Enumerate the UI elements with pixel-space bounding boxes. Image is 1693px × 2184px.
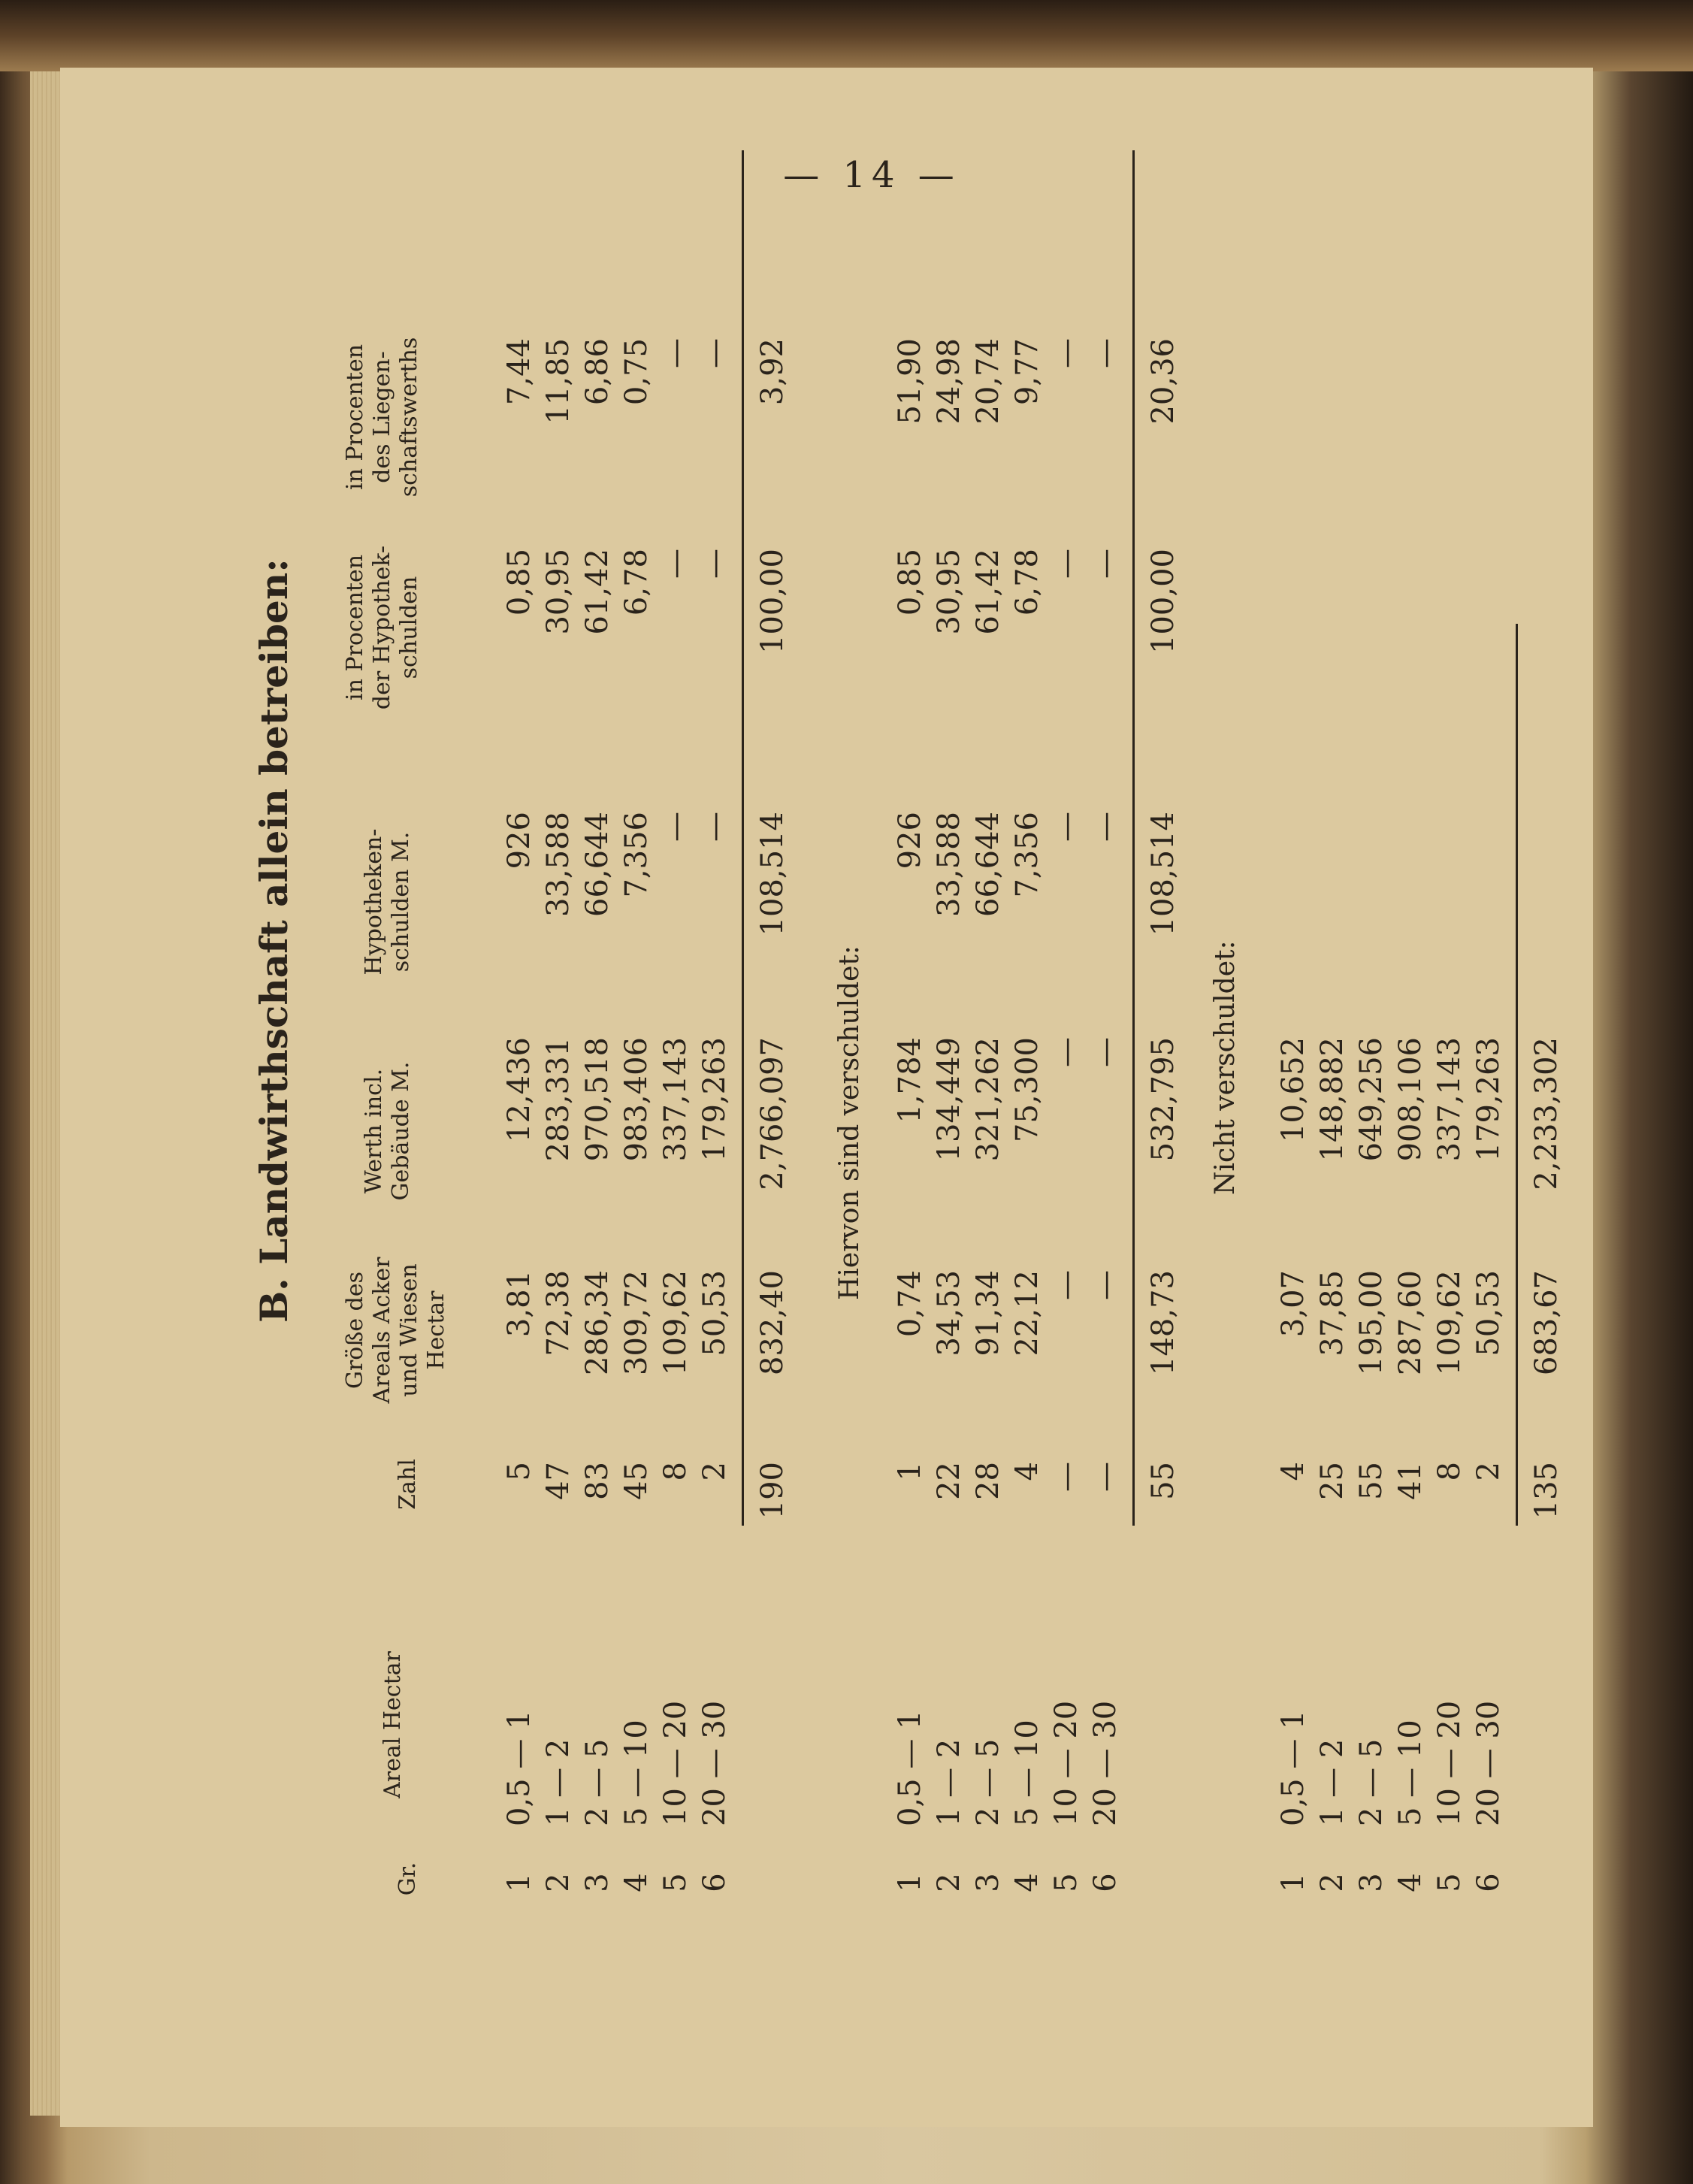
table-cell-proc-hyp: 6,78 xyxy=(619,549,654,616)
table-cell-zahl: 25 xyxy=(1315,1462,1350,1500)
header-areal: Areal Hectar xyxy=(379,1651,406,1798)
table-cell-hypothekenschulden: 7,356 xyxy=(1010,812,1045,898)
total-cell-hypothekenschulden: 108,514 xyxy=(755,812,790,936)
table-cell-hypothekenschulden: 66,644 xyxy=(971,812,1005,917)
table-cell-groesse: 3,07 xyxy=(1276,1270,1311,1338)
table-rule xyxy=(742,150,744,1526)
table-cell-hypothekenschulden: 33,588 xyxy=(541,812,576,917)
table-cell-areal: 1 — 2 xyxy=(541,1738,576,1826)
table-cell-zahl: 8 xyxy=(1432,1462,1467,1481)
table-cell-groesse: 50,53 xyxy=(1471,1270,1506,1357)
table-cell-hypothekenschulden: — xyxy=(1049,812,1084,842)
total-cell-proc-werth: 3,92 xyxy=(755,338,790,406)
table-cell-werth: 970,518 xyxy=(580,1037,615,1162)
table-cell-zahl: 45 xyxy=(619,1462,654,1500)
table-cell-groesse: — xyxy=(1088,1270,1123,1300)
table-cell-werth: 179,263 xyxy=(697,1037,732,1162)
total-cell-zahl: 55 xyxy=(1146,1462,1181,1500)
table-cell-gr: 5 xyxy=(1049,1873,1084,1892)
total-cell-hypothekenschulden: 108,514 xyxy=(1146,812,1181,936)
table-cell-groesse: 286,34 xyxy=(580,1270,615,1375)
table-cell-werth: 134,449 xyxy=(932,1037,966,1162)
table-cell-groesse: 109,62 xyxy=(658,1270,693,1375)
table-cell-gr: 1 xyxy=(893,1873,927,1892)
table-cell-areal: 0,5 — 1 xyxy=(502,1710,537,1826)
table-cell-hypothekenschulden: 66,644 xyxy=(580,812,615,917)
table-cell-zahl: 47 xyxy=(541,1462,576,1500)
table-cell-proc-werth: 24,98 xyxy=(932,338,966,425)
table-cell-areal: 10 — 20 xyxy=(658,1700,693,1826)
table-cell-groesse: 109,62 xyxy=(1432,1270,1467,1375)
table-cell-gr: 3 xyxy=(580,1873,615,1892)
table-cell-proc-werth: 0,75 xyxy=(619,338,654,406)
table-cell-zahl: 41 xyxy=(1393,1462,1428,1500)
header-werth: Werth incl. Gebäude M. xyxy=(361,1061,414,1201)
table-cell-proc-hyp: — xyxy=(1088,549,1123,579)
table-cell-areal: 10 — 20 xyxy=(1432,1700,1467,1826)
table-cell-proc-werth: — xyxy=(658,338,693,368)
table-cell-hypothekenschulden: — xyxy=(697,812,732,842)
table-cell-proc-hyp: 30,95 xyxy=(541,549,576,635)
table-cell-groesse: 309,72 xyxy=(619,1270,654,1375)
table-cell-groesse: 37,85 xyxy=(1315,1270,1350,1357)
table-cell-gr: 4 xyxy=(619,1873,654,1892)
table-cell-gr: 4 xyxy=(1393,1873,1428,1892)
table-cell-proc-werth: 6,86 xyxy=(580,338,615,406)
table-cell-proc-werth: 9,77 xyxy=(1010,338,1045,406)
total-cell-werth: 2,766,097 xyxy=(755,1037,790,1190)
table-cell-werth: 283,331 xyxy=(541,1037,576,1162)
total-cell-proc-hyp: 100,00 xyxy=(755,549,790,654)
table-cell-proc-hyp: — xyxy=(697,549,732,579)
table-cell-areal: 2 — 5 xyxy=(971,1738,1005,1826)
total-cell-groesse: 148,73 xyxy=(1146,1270,1181,1375)
table-cell-groesse: 22,12 xyxy=(1010,1270,1045,1357)
table-cell-zahl: 4 xyxy=(1276,1462,1311,1481)
table-cell-zahl: — xyxy=(1049,1462,1084,1492)
header-proc-hyp: in Procenten der Hypothek- schulden xyxy=(342,545,422,710)
header-groesse: Größe des Areals Acker und Wiesen Hectar xyxy=(342,1257,449,1404)
table-cell-gr: 3 xyxy=(971,1873,1005,1892)
table-cell-proc-hyp: — xyxy=(658,549,693,579)
table-cell-proc-werth: 7,44 xyxy=(502,338,537,406)
table-cell-hypothekenschulden: 926 xyxy=(502,812,537,870)
table-cell-groesse: 287,60 xyxy=(1393,1270,1428,1375)
table-cell-zahl: 8 xyxy=(658,1462,693,1481)
table-cell-zahl: 1 xyxy=(893,1462,927,1481)
table-cell-areal: 10 — 20 xyxy=(1049,1700,1084,1826)
table-cell-gr: 3 xyxy=(1354,1873,1389,1892)
table-cell-proc-werth: 51,90 xyxy=(893,338,927,425)
table-cell-gr: 1 xyxy=(502,1873,537,1892)
table-cell-areal: 2 — 5 xyxy=(1354,1738,1389,1826)
table-cell-werth: 75,300 xyxy=(1010,1037,1045,1142)
table-cell-areal: 5 — 10 xyxy=(1393,1720,1428,1826)
table-cell-proc-hyp: 0,85 xyxy=(893,549,927,616)
table-cell-areal: 0,5 — 1 xyxy=(893,1710,927,1826)
book-spine-top xyxy=(0,0,1693,71)
table-cell-gr: 6 xyxy=(1088,1873,1123,1892)
table-cell-zahl: — xyxy=(1088,1462,1123,1492)
table-cell-proc-hyp: 6,78 xyxy=(1010,549,1045,616)
table-cell-proc-hyp: 61,42 xyxy=(580,549,615,635)
table-cell-areal: 1 — 2 xyxy=(932,1738,966,1826)
table-cell-gr: 2 xyxy=(541,1873,576,1892)
table-cell-werth: 179,263 xyxy=(1471,1037,1506,1162)
total-cell-zahl: 190 xyxy=(755,1462,790,1520)
table-cell-hypothekenschulden: — xyxy=(658,812,693,842)
table-cell-proc-hyp: 61,42 xyxy=(971,549,1005,635)
table-cell-hypothekenschulden: 33,588 xyxy=(932,812,966,917)
table-cell-areal: 20 — 30 xyxy=(1471,1700,1506,1826)
header-zahl: Zahl xyxy=(395,1459,421,1510)
table-cell-proc-hyp: 0,85 xyxy=(502,549,537,616)
header-gr: Gr. xyxy=(395,1862,421,1896)
page-number: — 14 — xyxy=(783,154,960,196)
table-cell-zahl: 22 xyxy=(932,1462,966,1500)
table-cell-zahl: 2 xyxy=(697,1462,732,1481)
table-cell-areal: 5 — 10 xyxy=(1010,1720,1045,1826)
table-cell-groesse: 72,38 xyxy=(541,1270,576,1357)
table-cell-werth: 649,256 xyxy=(1354,1037,1389,1162)
table-cell-groesse: 50,53 xyxy=(697,1270,732,1357)
table-cell-areal: 0,5 — 1 xyxy=(1276,1710,1311,1826)
table-cell-zahl: 5 xyxy=(502,1462,537,1481)
table-cell-gr: 1 xyxy=(1276,1873,1311,1892)
table-cell-zahl: 55 xyxy=(1354,1462,1389,1500)
table-cell-proc-hyp: 30,95 xyxy=(932,549,966,635)
table-cell-groesse: 34,53 xyxy=(932,1270,966,1357)
table-cell-groesse: — xyxy=(1049,1270,1084,1300)
table-cell-proc-werth: — xyxy=(697,338,732,368)
section-subtitle: Hiervon sind verschuldet: xyxy=(834,945,865,1300)
table-cell-proc-hyp: — xyxy=(1049,549,1084,579)
table-cell-werth: 148,882 xyxy=(1315,1037,1350,1162)
table-cell-hypothekenschulden: 7,356 xyxy=(619,812,654,898)
table-cell-werth: 1,784 xyxy=(893,1037,927,1124)
table-cell-areal: 2 — 5 xyxy=(580,1738,615,1826)
header-proc-werth: in Procenten des Liegen- schaftswerths xyxy=(342,337,422,498)
table-cell-areal: 20 — 30 xyxy=(1088,1700,1123,1826)
table-cell-proc-werth: 11,85 xyxy=(541,338,576,425)
table-cell-zahl: 28 xyxy=(971,1462,1005,1500)
rotated-table-area xyxy=(252,98,1564,1916)
table-cell-werth: 337,143 xyxy=(658,1037,693,1162)
table-cell-werth: 908,106 xyxy=(1393,1037,1428,1162)
total-cell-werth: 532,795 xyxy=(1146,1037,1181,1162)
table-cell-areal: 1 — 2 xyxy=(1315,1738,1350,1826)
table-cell-hypothekenschulden: 926 xyxy=(893,812,927,870)
total-cell-groesse: 832,40 xyxy=(755,1270,790,1375)
header-hypothekenschulden: Hypotheken- schulden M. xyxy=(361,828,414,976)
table-cell-proc-werth: 20,74 xyxy=(971,338,1005,425)
table-cell-werth: 12,436 xyxy=(502,1037,537,1142)
table-cell-werth: — xyxy=(1049,1037,1084,1067)
section-subtitle: Nicht verschuldet: xyxy=(1210,940,1241,1195)
table-cell-gr: 2 xyxy=(1315,1873,1350,1892)
table-cell-areal: 20 — 30 xyxy=(697,1700,732,1826)
table-cell-proc-werth: — xyxy=(1049,338,1084,368)
table-cell-areal: 5 — 10 xyxy=(619,1720,654,1826)
table-cell-gr: 6 xyxy=(697,1873,732,1892)
table-cell-gr: 6 xyxy=(1471,1873,1506,1892)
table-cell-gr: 5 xyxy=(658,1873,693,1892)
table-cell-zahl: 2 xyxy=(1471,1462,1506,1481)
table-cell-gr: 4 xyxy=(1010,1873,1045,1892)
table-cell-zahl: 4 xyxy=(1010,1462,1045,1481)
table-cell-zahl: 83 xyxy=(580,1462,615,1500)
table-cell-werth: 983,406 xyxy=(619,1037,654,1162)
total-cell-proc-hyp: 100,00 xyxy=(1146,549,1181,654)
table-cell-groesse: 0,74 xyxy=(893,1270,927,1338)
table-cell-hypothekenschulden: — xyxy=(1088,812,1123,842)
table-cell-werth: 321,262 xyxy=(971,1037,1005,1162)
table-cell-werth: 337,143 xyxy=(1432,1037,1467,1162)
total-cell-werth: 2,233,302 xyxy=(1529,1037,1564,1190)
table-cell-groesse: 195,00 xyxy=(1354,1270,1389,1375)
total-cell-zahl: 135 xyxy=(1529,1462,1564,1520)
table-cell-groesse: 91,34 xyxy=(971,1270,1005,1357)
total-cell-proc-werth: 20,36 xyxy=(1146,338,1181,425)
table-cell-werth: 10,652 xyxy=(1276,1037,1311,1142)
table-cell-gr: 2 xyxy=(932,1873,966,1892)
section-title: B. Landwirthschaft allein betreiben: xyxy=(252,558,296,1323)
table-cell-groesse: 3,81 xyxy=(502,1270,537,1338)
table-cell-proc-werth: — xyxy=(1088,338,1123,368)
table-rule xyxy=(1132,150,1135,1526)
table-cell-gr: 5 xyxy=(1432,1873,1467,1892)
table-rule xyxy=(1516,624,1518,1526)
table-cell-werth: — xyxy=(1088,1037,1123,1067)
total-cell-groesse: 683,67 xyxy=(1529,1270,1564,1375)
